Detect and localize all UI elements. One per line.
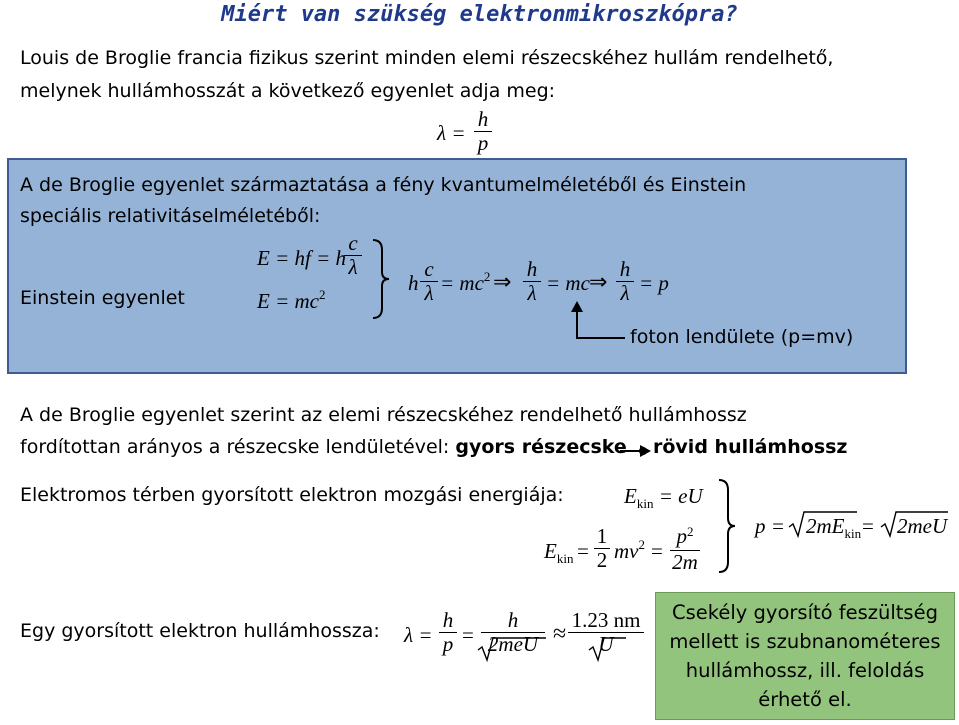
short-wavelength-text: rövid hullámhossz xyxy=(653,436,848,458)
chain-p: = p xyxy=(639,271,669,295)
wl-frac-1 xyxy=(439,609,457,656)
right-brace-2 xyxy=(716,478,738,574)
intro-line-2: melynek hullámhosszát a következő egyenlet adja meg: xyxy=(20,80,556,102)
half-num: 1 xyxy=(596,524,608,548)
mv-text: mv xyxy=(614,539,639,563)
conclusion-line-3: hullámhossz, ill. feloldás xyxy=(685,659,925,682)
chain-h-3: h xyxy=(619,257,631,281)
chain-c: c xyxy=(424,257,434,281)
chain-frac-3 xyxy=(616,258,634,305)
chain-frac-1 xyxy=(420,258,438,305)
chain-frac-2 xyxy=(523,258,541,305)
sqrt-sign-3 xyxy=(477,636,547,666)
conclusion-line-2: mellett is szubnanométeres xyxy=(669,630,941,653)
eq1-fraction xyxy=(344,232,362,279)
momentum-p: p = xyxy=(755,514,785,538)
intro-line-1: Louis de Broglie francia fizikus szerint minden elemi részecskéhez hullám rendelhető, xyxy=(20,47,834,69)
p2-over-2m xyxy=(670,525,700,574)
ekin-eq-eu: = eU xyxy=(658,484,703,508)
ekin-2 xyxy=(544,539,573,564)
ekin-e: E xyxy=(624,484,637,508)
ekin-eq-2: = xyxy=(651,539,663,563)
momentum-eq: = xyxy=(862,514,874,538)
eq1-den: λ xyxy=(348,255,358,279)
fast-particle-text: gyors részecske xyxy=(455,436,627,458)
eq-main-fraction xyxy=(474,108,492,155)
ekin-kin-2: kin xyxy=(556,551,574,566)
mv2 xyxy=(614,539,645,564)
chain-lambda-3: λ xyxy=(620,281,630,305)
chain-lambda-2: λ xyxy=(527,281,537,305)
eq2 xyxy=(257,289,326,314)
ekin-eu xyxy=(624,484,703,509)
wl-value: 1.23 nm xyxy=(571,608,641,632)
root1-kin: kin xyxy=(844,526,862,541)
ekin-eq-1: = xyxy=(577,539,589,563)
half-den: 2 xyxy=(596,548,608,572)
implies-arrow-1: ⇒ xyxy=(493,269,512,294)
einstein-label: Einstein egyenlet xyxy=(20,287,185,309)
eq-main-lambda: λ = xyxy=(437,121,466,145)
note-pointer xyxy=(570,300,630,345)
conclusion-line-1: Csekély gyorsító feszültség xyxy=(672,601,938,624)
chain-h-2: h xyxy=(526,257,538,281)
chain-square: 2 xyxy=(483,269,491,284)
panel-line-1: A de Broglie egyenlet származtatása a fény kvantumelméletéből és Einstein xyxy=(20,174,747,196)
eq2-square: 2 xyxy=(319,287,326,302)
wl-lambda: λ = xyxy=(404,623,433,647)
right-arrow-icon xyxy=(618,444,652,458)
wl-h2: h xyxy=(507,608,519,632)
chain-h: h xyxy=(408,271,419,295)
conclusion-line-4: érhető el. xyxy=(758,688,852,711)
wl-approx: ≈ xyxy=(553,621,567,647)
wl-p: p xyxy=(442,632,454,656)
mv-square: 2 xyxy=(638,537,645,552)
root1-text: 2mE xyxy=(806,514,845,538)
ekin-kin: kin xyxy=(636,496,654,511)
momentum-root-1 xyxy=(806,514,861,539)
eq1-num: c xyxy=(348,231,358,255)
wavelength-label: Egy gyorsított elektron hullámhossza: xyxy=(20,620,380,642)
p-square: 2 xyxy=(687,524,694,539)
eq1-left: E = hf = h xyxy=(257,246,347,270)
momentum-root-2: 2meU xyxy=(897,514,948,538)
chain-lambda-1: λ xyxy=(424,281,434,305)
ekin-e-2: E xyxy=(544,539,557,563)
half-fraction xyxy=(594,525,610,572)
sqrt-sign-4 xyxy=(588,636,628,666)
right-brace xyxy=(370,238,392,320)
implies-arrow-2: ⇒ xyxy=(589,269,608,294)
chain-mc2 xyxy=(440,271,490,296)
p-text: p xyxy=(676,524,687,548)
wl-h1: h xyxy=(442,608,454,632)
eq-main-den: p xyxy=(477,131,489,155)
chain-mc2-text: = mc xyxy=(440,271,484,295)
eq2-text: E = mc xyxy=(257,289,319,313)
page-title: Miért van szükség elektronmikroszkópra? xyxy=(221,2,738,27)
chain-mc: = mc xyxy=(546,271,590,295)
photon-momentum-note: foton lendülete (p=mv) xyxy=(630,326,854,348)
electron-energy-label: Elektromos térben gyorsított elektron mozgási energiája: xyxy=(20,484,564,506)
para-line-2 xyxy=(20,436,627,458)
para-line-2-text: fordítottan arányos a részecske lendületével: xyxy=(20,436,456,458)
wl-root: 2meU xyxy=(487,632,539,656)
panel-line-2: speciális relativitáselméletéből: xyxy=(20,205,321,227)
conclusion-box xyxy=(655,592,955,720)
wl-u: U xyxy=(598,632,614,656)
eq-main-num: h xyxy=(477,107,489,131)
wl-eq: = xyxy=(462,623,474,647)
para-line-1: A de Broglie egyenlet szerint az elemi részecskéhez rendelhető hullámhossz xyxy=(20,404,747,426)
two-m: 2m xyxy=(672,550,698,574)
